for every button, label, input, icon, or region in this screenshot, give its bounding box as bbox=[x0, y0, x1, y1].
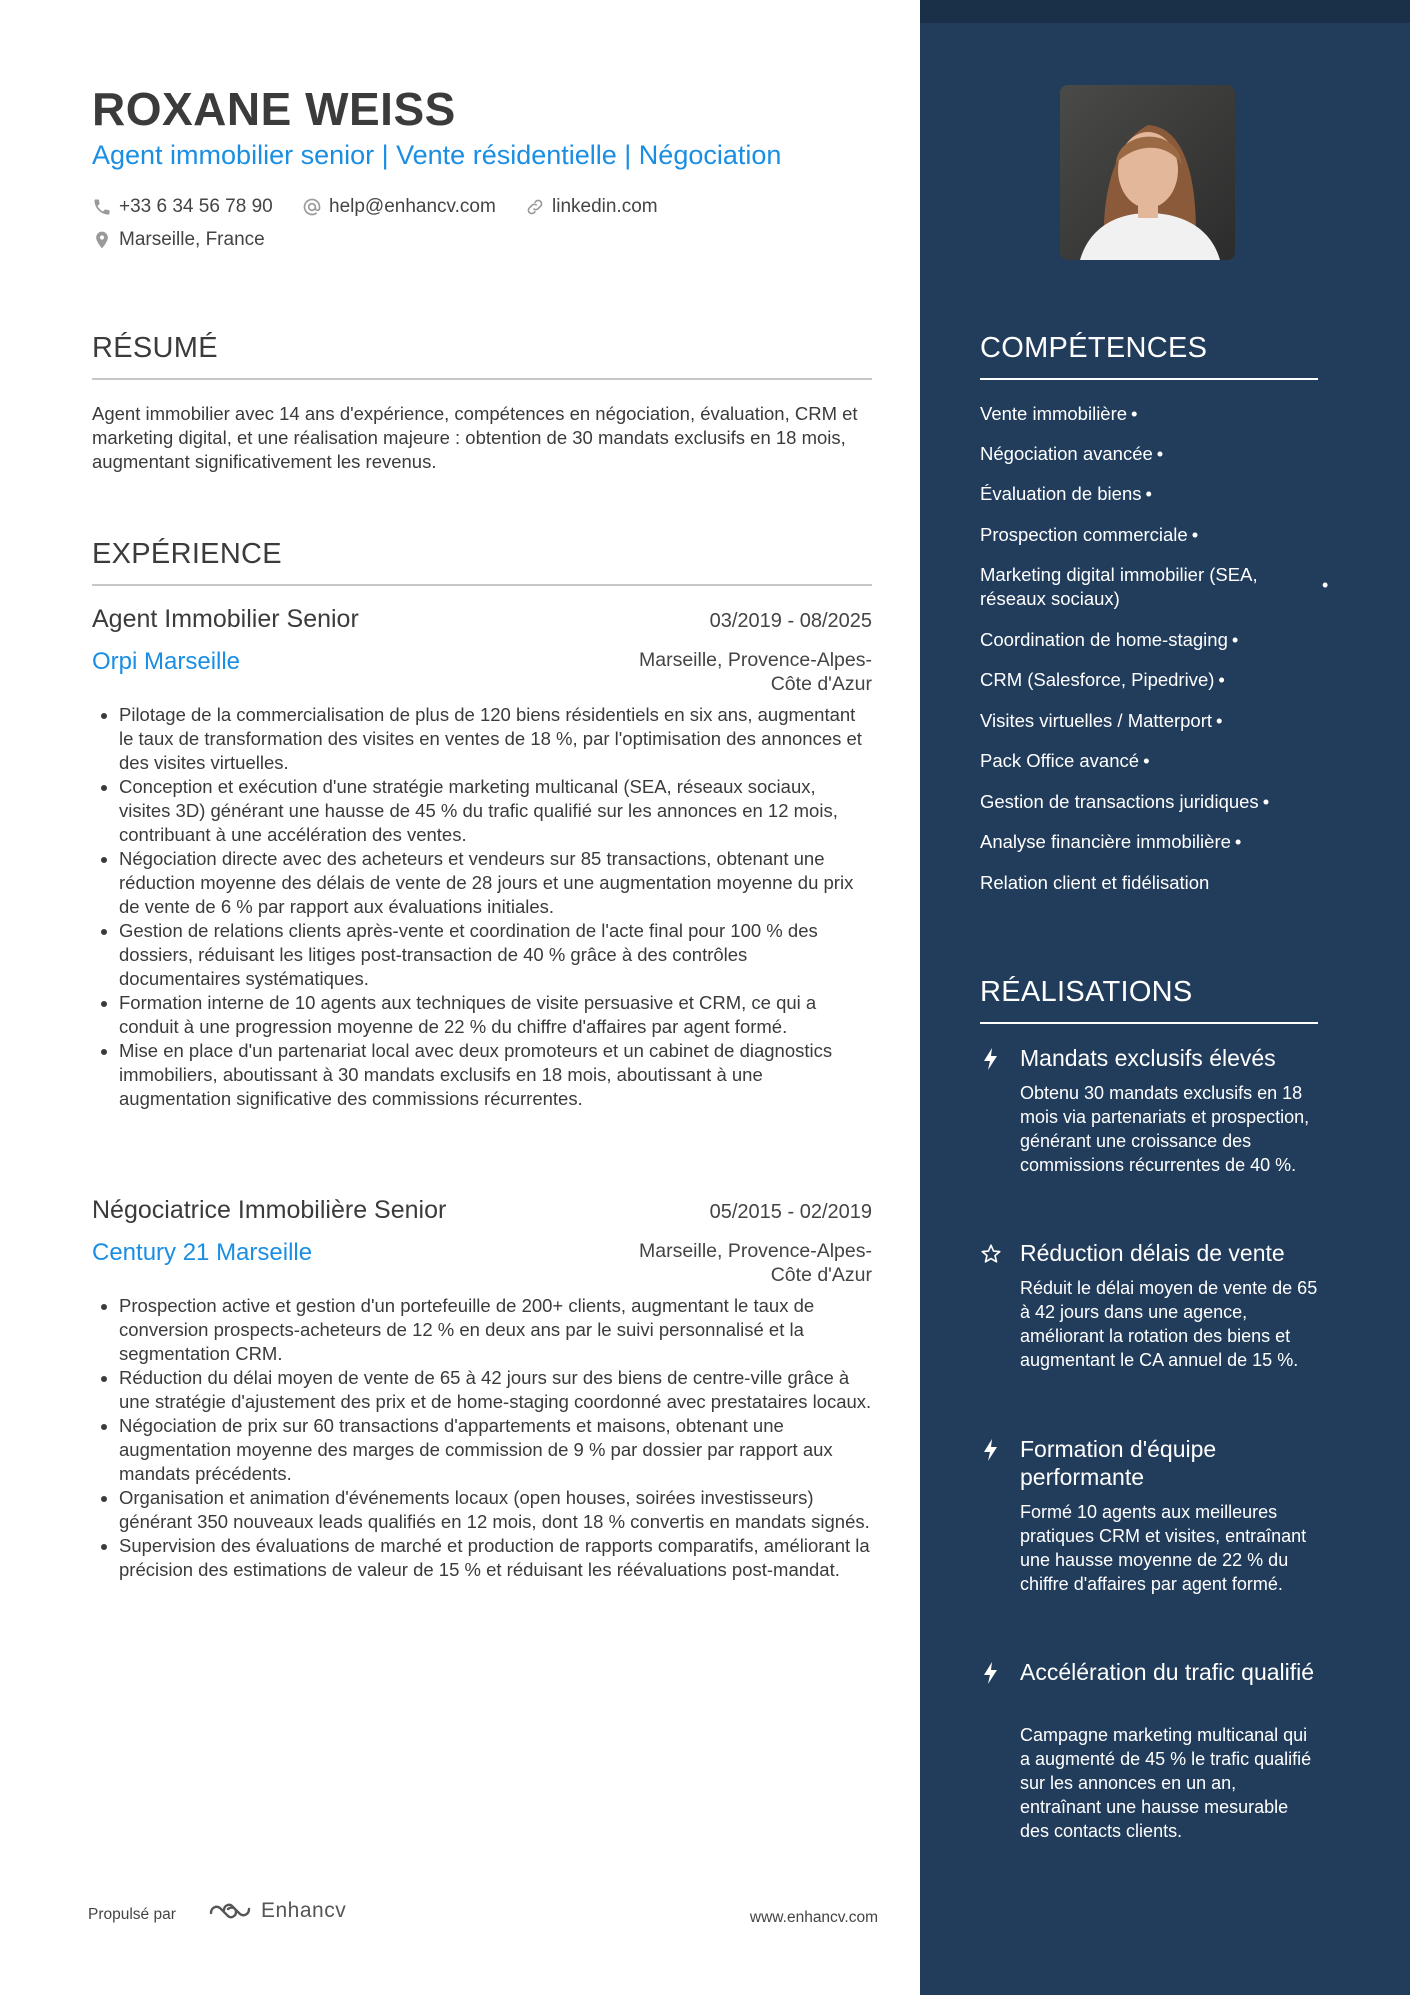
skill-label: Vente immobilière bbox=[980, 403, 1128, 424]
skill-label: Gestion de transactions juridiques bbox=[980, 791, 1259, 812]
skill-item bbox=[980, 709, 1320, 733]
skill-item bbox=[980, 790, 1320, 814]
at-icon bbox=[302, 197, 322, 217]
location-pin-icon bbox=[92, 230, 112, 250]
skill-item bbox=[980, 523, 1320, 547]
achievement-title: Mandats exclusifs élevés bbox=[1020, 1045, 1276, 1071]
skill-item bbox=[980, 668, 1320, 692]
phone-icon bbox=[92, 197, 112, 217]
job-bullet: • Mise en place d'un partenariat local avec deux promoteurs et un cabinet de diagnostics immobiliers, aboutissant à 30 mandats exclusifs en 18 mois, aboutissant à une augmentation significative des commissions récurrentes. bbox=[119, 1039, 872, 1111]
skill-label: Marketing digital immobilier (SEA, réseaux sociaux) bbox=[980, 564, 1258, 609]
enhancv-logo[interactable] bbox=[207, 1899, 346, 1923]
skill-item bbox=[980, 442, 1320, 466]
skill-separator: • bbox=[1145, 483, 1152, 504]
skill-separator: • bbox=[1262, 791, 1270, 812]
skill-label: Relation client et fidélisation bbox=[980, 872, 1210, 893]
summary-text: Agent immobilier avec 14 ans d'expérience, compétences en négociation, évaluation, CRM et marketing digital, et une réalisation majeure : obtention de 30 mandats exclusifs en 18 mois, augmentant significativement les revenus. bbox=[92, 403, 858, 472]
website-text[interactable]: linkedin.com bbox=[552, 196, 658, 217]
job-dates: 05/2015 - 02/2019 bbox=[709, 1201, 872, 1223]
job-bullet: • Formation interne de 10 agents aux techniques de visite persuasive et CRM, ce qui a conduit à une progression moyenne de 22 % du chiffre d'affaires par agent formé. bbox=[119, 991, 872, 1039]
skill-label: Visites virtuelles / Matterport bbox=[980, 710, 1213, 731]
job-company[interactable]: Century 21 Marseille bbox=[92, 1239, 313, 1266]
contact-email[interactable] bbox=[302, 196, 496, 218]
link-icon bbox=[525, 197, 545, 217]
star-icon bbox=[980, 1242, 1002, 1266]
skill-separator: • bbox=[1216, 710, 1223, 731]
skill-item bbox=[980, 402, 1320, 426]
skill-item bbox=[980, 871, 1320, 895]
contact-location bbox=[92, 229, 265, 251]
skill-label: Évaluation de biens bbox=[980, 483, 1142, 504]
bolt-icon bbox=[980, 1661, 1002, 1685]
brand-name: Enhancv bbox=[261, 1899, 347, 1922]
enhancv-logo-icon bbox=[207, 1899, 253, 1923]
phone-text: +33 6 34 56 78 90 bbox=[119, 196, 273, 217]
skill-item bbox=[980, 830, 1320, 854]
skill-separator: • bbox=[1143, 750, 1150, 771]
footer-url[interactable]: www.enhancv.com bbox=[749, 1909, 878, 1926]
job-bullet: • Réduction du délai moyen de vente de 65 à 42 jours sur des biens de centre-ville grâce à une stratégie d'ajustement des prix et de home-staging coordonné avec prestataires locaux. bbox=[119, 1366, 872, 1414]
job-location: Marseille, Provence-Alpes-Côte d'Azur bbox=[638, 649, 872, 695]
job-bullet: • Prospection active et gestion d'un portefeuille de 200+ clients, augmentant le taux de conversion prospects-acheteurs de 12 % en deux ans par le suivi personnalisé et la segmentation CRM. bbox=[119, 1294, 872, 1366]
experience-title: EXPÉRIENCE bbox=[92, 538, 282, 570]
skill-separator: • bbox=[1156, 443, 1164, 464]
skill-item bbox=[980, 563, 1300, 611]
achievement-description: Campagne marketing multicanal qui a augmenté de 45 % le trafic qualifié sur les annonces en un an, entraînant une hausse mesurable des contacts clients. bbox=[1020, 1725, 1312, 1841]
skill-item bbox=[980, 628, 1320, 652]
job-bullet: • Supervision des évaluations de marché et production de rapports comparatifs, améliorant la précision des estimations de valeur de 15 % et réduisant les réévaluations post-mandat. bbox=[119, 1534, 872, 1582]
skill-label: Négociation avancée bbox=[980, 443, 1153, 464]
candidate-name: ROXANE WEISS bbox=[92, 83, 456, 135]
job-bullet: • Pilotage de la commercialisation de plus de 120 biens résidentiels en six ans, augmentant le taux de transformation des visites en ventes de 18 %, par l'optimisation des annonces et des visites virtuelles. bbox=[119, 703, 872, 775]
skill-label: Analyse financière immobilière bbox=[980, 831, 1231, 852]
skill-separator: • bbox=[1191, 524, 1199, 545]
bolt-icon bbox=[980, 1438, 1002, 1462]
achievement-title: Accélération du trafic qualifié bbox=[1020, 1659, 1315, 1685]
job-bullet: • Négociation de prix sur 60 transactions d'appartements et maisons, obtenant une augmentation moyenne des marges de commission de 9 % par dossier par rapport aux mandats précédents. bbox=[119, 1414, 872, 1486]
achievement-title: Réduction délais de vente bbox=[1020, 1240, 1285, 1266]
job-title: Négociatrice Immobilière Senior bbox=[92, 1196, 447, 1224]
experience-divider bbox=[92, 584, 872, 586]
skill-separator: • bbox=[1322, 575, 1329, 595]
achievement-title: Formation d'équipe performante bbox=[1020, 1436, 1217, 1490]
job-bullet: • Organisation et animation d'événements locaux (open houses, soirées investisseurs) générant 350 nouveaux leads qualifiés en 12 mois, dont 18 % convertis en mandats signés. bbox=[119, 1486, 872, 1534]
achievement-description: Réduit le délai moyen de vente de 65 à 42 jours dans une agence, améliorant la rotation des biens et augmentant le CA annuel de 15 %. bbox=[1020, 1278, 1318, 1370]
achievement-description: Obtenu 30 mandats exclusifs en 18 mois via partenariats et prospection, générant une croissance des commissions récurrentes de 40 %. bbox=[1020, 1083, 1310, 1175]
skills-title: COMPÉTENCES bbox=[980, 332, 1208, 364]
achievements-title: RÉALISATIONS bbox=[980, 976, 1193, 1008]
job-title: Agent Immobilier Senior bbox=[92, 605, 359, 633]
contact-phone bbox=[92, 196, 273, 218]
skill-separator: • bbox=[1218, 669, 1225, 690]
skill-label: Prospection commerciale bbox=[980, 524, 1188, 545]
achievement-description: Formé 10 agents aux meilleures pratiques CRM et visites, entraînant une hausse moyenne de 22 % du chiffre d'affaires par agent formé. bbox=[1020, 1502, 1307, 1594]
bolt-icon bbox=[980, 1047, 1002, 1071]
job-company[interactable]: Orpi Marseille bbox=[92, 648, 241, 675]
job-location: Marseille, Provence-Alpes-Côte d'Azur bbox=[638, 1240, 872, 1286]
skills-divider bbox=[980, 378, 1318, 380]
sidebar-top-strip bbox=[920, 0, 1410, 23]
email-text[interactable]: help@enhancv.com bbox=[329, 196, 496, 217]
profile-photo bbox=[1060, 85, 1235, 260]
achievements-divider bbox=[980, 1022, 1318, 1024]
skill-label: Pack Office avancé bbox=[980, 750, 1140, 771]
job-bullets bbox=[92, 703, 872, 1111]
skill-separator: • bbox=[1234, 831, 1242, 852]
skill-separator: • bbox=[1231, 629, 1239, 650]
job-bullets bbox=[92, 1294, 872, 1582]
skill-label: Coordination de home-staging bbox=[980, 629, 1228, 650]
summary-title: RÉSUMÉ bbox=[92, 332, 218, 364]
summary-divider bbox=[92, 378, 872, 380]
candidate-headline: Agent immobilier senior | Vente résidentielle | Négociation bbox=[92, 140, 782, 170]
job-bullet: • Conception et exécution d'une stratégie marketing multicanal (SEA, réseaux sociaux, visites 3D) générant une hausse de 45 % du trafic qualifié sur les annonces en 12 mois, contribuant à une accélération des ventes. bbox=[119, 775, 872, 847]
powered-by-label: Propulsé par bbox=[88, 1906, 176, 1923]
job-bullet: • Gestion de relations clients après-vente et coordination de l'acte final pour 100 % des dossiers, réduisant les litiges post-transaction de 40 % grâce à des contrôles documentaires systématiques. bbox=[119, 919, 872, 991]
job-dates: 03/2019 - 08/2025 bbox=[709, 610, 872, 632]
skill-separator: • bbox=[1131, 403, 1138, 424]
skill-item bbox=[980, 749, 1320, 773]
job-bullet: • Négociation directe avec des acheteurs et vendeurs sur 85 transactions, obtenant une réduction moyenne des délais de vente de 28 jours et une augmentation moyenne du prix de vente de 6 % par rapport aux évaluations initiales. bbox=[119, 847, 872, 919]
profile-photo-image bbox=[1060, 85, 1235, 260]
location-text: Marseille, France bbox=[119, 229, 265, 250]
skill-item bbox=[980, 482, 1320, 506]
skill-label: CRM (Salesforce, Pipedrive) bbox=[980, 669, 1215, 690]
contact-website[interactable] bbox=[525, 196, 658, 218]
